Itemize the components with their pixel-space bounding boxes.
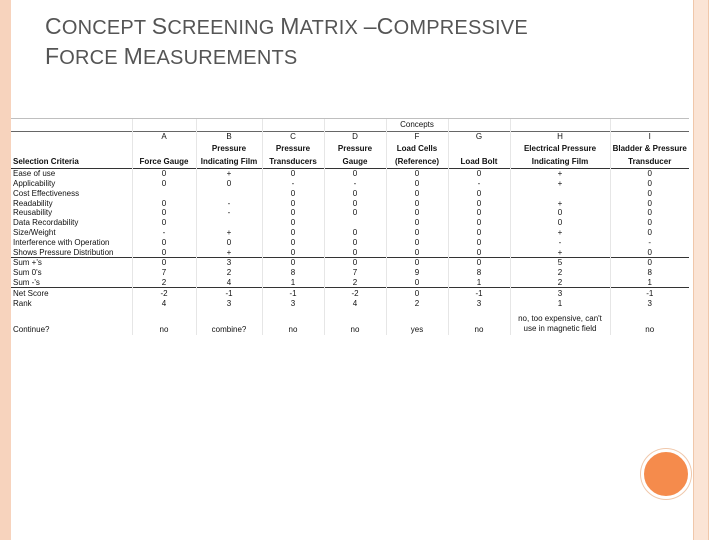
score-cell: - — [324, 179, 386, 189]
score-cell: + — [510, 247, 610, 257]
score-cell: 0 — [386, 198, 448, 208]
score-cell: - — [510, 237, 610, 247]
concept-name: Force Gauge — [132, 155, 196, 169]
concept-name: (Reference) — [386, 155, 448, 169]
decision-cell: no — [324, 308, 386, 335]
score-cell: 0 — [262, 228, 324, 238]
score-cell: 2 — [132, 278, 196, 288]
criterion-row — [11, 218, 689, 228]
score-cell: + — [196, 247, 262, 257]
matrix-body — [11, 118, 689, 335]
criterion-name: Sum +'s — [11, 257, 132, 267]
score-cell: + — [510, 228, 610, 238]
continue-row — [11, 308, 689, 335]
score-cell: 0 — [262, 208, 324, 218]
score-cell: 0 — [610, 218, 689, 228]
score-cell: 0 — [448, 168, 510, 178]
score-cell: 0 — [386, 218, 448, 228]
concept-letter: D — [324, 132, 386, 142]
concept-name: Pressure — [324, 142, 386, 155]
criterion-name: Reusability — [13, 208, 53, 218]
score-cell: 3 — [196, 257, 262, 267]
score-cell: 1 — [610, 278, 689, 288]
score-cell: 0 — [262, 168, 324, 178]
score-cell: 0 — [386, 237, 448, 247]
score-cell: 0 — [324, 237, 386, 247]
score-cell: 3 — [196, 298, 262, 308]
title-line-2 — [45, 42, 645, 72]
score-cell: 0 — [386, 188, 448, 198]
score-cell: - — [448, 179, 510, 189]
score-cell: 0 — [386, 288, 448, 298]
concept-name: Indicating Film — [510, 155, 610, 169]
left-accent-bar — [0, 0, 11, 540]
score-cell: + — [196, 168, 262, 178]
score-cell: 0 — [324, 228, 386, 238]
score-cell: 0 — [196, 237, 262, 247]
score-cell: 0 — [324, 188, 386, 198]
title-word-rest: OMPRESSIVE — [393, 17, 528, 39]
score-cell: + — [510, 179, 610, 189]
score-cell: - — [610, 237, 689, 247]
concept-name: Electrical Pressure — [510, 142, 610, 155]
score-cell: 0 — [324, 198, 386, 208]
score-cell: -2 — [324, 288, 386, 298]
criterion-row — [11, 179, 689, 189]
blank-cell — [11, 132, 132, 142]
score-cell: 0 — [610, 257, 689, 267]
concepts-label-cell — [448, 118, 510, 132]
criterion-name: Data Recordability — [13, 218, 79, 228]
concept-name: Pressure — [262, 142, 324, 155]
concept-name: Transducer — [610, 155, 689, 169]
concept-letter: A — [132, 132, 196, 142]
criteria-header: Selection Criteria — [13, 156, 79, 166]
score-cell: 7 — [132, 268, 196, 278]
score-cell: -1 — [196, 288, 262, 298]
title-word-rest: ATRIX — [299, 17, 359, 39]
criterion-row — [11, 247, 689, 257]
concept-letter: B — [196, 132, 262, 142]
concepts-label-cell: Concepts — [386, 118, 448, 132]
score-cell: 0 — [610, 198, 689, 208]
criterion-name: Rank — [13, 298, 32, 308]
title-word-rest: EASUREMENTS — [142, 47, 298, 69]
criterion-name: Applicability — [13, 178, 56, 188]
score-cell: 3 — [510, 288, 610, 298]
concepts-label-cell — [262, 118, 324, 132]
criterion-row — [11, 237, 689, 247]
concept-name: Pressure — [196, 142, 262, 155]
criterion-name: Sum 0's — [13, 268, 42, 278]
score-cell: 0 — [510, 218, 610, 228]
decision-cell: yes — [386, 308, 448, 335]
score-cell: 0 — [448, 188, 510, 198]
decision-cell: no — [132, 308, 196, 335]
screening-matrix-image — [11, 118, 689, 414]
score-cell: 4 — [132, 298, 196, 308]
score-cell: 3 — [448, 298, 510, 308]
score-cell: 0 — [132, 179, 196, 189]
matrix-top-border — [11, 118, 689, 119]
score-cell: 0 — [132, 257, 196, 267]
score-cell: 3 — [610, 298, 689, 308]
concept-name: Gauge — [324, 155, 386, 169]
criterion-row — [11, 168, 689, 178]
score-cell: -2 — [132, 288, 196, 298]
score-cell: - — [262, 179, 324, 189]
score-cell — [324, 218, 386, 228]
title-word-cap: S — [151, 13, 168, 39]
score-cell: 2 — [510, 278, 610, 288]
score-cell: 0 — [262, 257, 324, 267]
sum-row — [11, 257, 689, 267]
score-cell: 0 — [132, 237, 196, 247]
score-cell: 0 — [610, 208, 689, 218]
decision-cell: combine? — [196, 308, 262, 335]
concept-name — [448, 142, 510, 155]
criterion-name: Continue? — [13, 324, 50, 334]
score-cell: 0 — [132, 208, 196, 218]
concept-name: Bladder & Pressure — [610, 142, 689, 155]
score-cell: 0 — [448, 247, 510, 257]
blank-cell — [11, 142, 132, 155]
concept-name-row — [11, 142, 689, 155]
concept-name: Load Cells — [386, 142, 448, 155]
score-cell: -1 — [448, 288, 510, 298]
score-cell: 4 — [324, 298, 386, 308]
score-cell: 0 — [324, 257, 386, 267]
concept-letter-row — [11, 132, 689, 142]
concept-name: Transducers — [262, 155, 324, 169]
blank-cell — [11, 118, 132, 132]
score-cell: 0 — [262, 198, 324, 208]
concepts-label-cell — [324, 118, 386, 132]
concepts-label-cell — [132, 118, 196, 132]
score-cell: 7 — [324, 268, 386, 278]
score-cell: 0 — [448, 218, 510, 228]
score-cell: 3 — [262, 298, 324, 308]
decision-cell: no — [610, 308, 689, 335]
score-cell: 8 — [448, 268, 510, 278]
title-word-rest: CREENING — [167, 17, 275, 39]
score-cell: 0 — [132, 218, 196, 228]
score-cell — [196, 218, 262, 228]
criterion-name: Sum -'s — [13, 277, 40, 287]
concepts-label-cell — [196, 118, 262, 132]
concept-letter: I — [610, 132, 689, 142]
score-cell — [510, 188, 610, 198]
concept-name: Indicating Film — [196, 155, 262, 169]
title-line-1 — [45, 12, 645, 42]
score-cell: 0 — [262, 247, 324, 257]
criterion-name: Shows Pressure Distribution — [13, 247, 114, 257]
title-word-rest: ORCE — [59, 47, 118, 69]
title-word-cap: M — [280, 13, 300, 39]
criterion-name: Net Score — [11, 288, 132, 298]
title-word-cap: F — [45, 43, 60, 69]
decision-cell: no — [262, 308, 324, 335]
score-cell: -1 — [262, 288, 324, 298]
score-cell: 1 — [448, 278, 510, 288]
accent-circle — [641, 449, 691, 499]
screening-matrix-table — [11, 118, 689, 335]
score-cell: 0 — [610, 179, 689, 189]
title-word-cap: –C — [363, 13, 394, 39]
score-cell: 0 — [386, 278, 448, 288]
score-cell: 2 — [196, 268, 262, 278]
score-cell: 0 — [610, 188, 689, 198]
score-cell: 0 — [324, 168, 386, 178]
score-cell: 0 — [196, 179, 262, 189]
score-cell: 1 — [262, 278, 324, 288]
score-cell: + — [196, 228, 262, 238]
criterion-name: Cost Effectiveness — [13, 188, 80, 198]
net-score-row — [11, 288, 689, 298]
decision-cell: no — [448, 308, 510, 335]
decision-cell: no, too expensive, can't use in magnetic field — [510, 308, 610, 335]
concept-letter: H — [510, 132, 610, 142]
concept-name-row — [11, 155, 689, 169]
criterion-row — [11, 188, 689, 198]
slide-title — [45, 12, 645, 72]
score-cell: 4 — [196, 278, 262, 288]
score-cell: 9 — [386, 268, 448, 278]
score-cell: 0 — [448, 228, 510, 238]
concept-letter: G — [448, 132, 510, 142]
score-cell: 0 — [610, 247, 689, 257]
score-cell: 1 — [510, 298, 610, 308]
sum-row — [11, 278, 689, 288]
score-cell: -1 — [610, 288, 689, 298]
concepts-label-row — [11, 118, 689, 132]
score-cell: 2 — [386, 298, 448, 308]
title-word-cap: C — [45, 13, 62, 39]
score-cell: 0 — [610, 228, 689, 238]
score-cell: 0 — [448, 237, 510, 247]
score-cell: 0 — [262, 237, 324, 247]
score-cell: 2 — [324, 278, 386, 288]
score-cell: 0 — [386, 168, 448, 178]
score-cell — [132, 188, 196, 198]
right-accent-bar — [693, 0, 709, 540]
score-cell: + — [510, 198, 610, 208]
criterion-row — [11, 208, 689, 218]
criterion-name: Size/Weight — [13, 227, 56, 237]
concept-name: Load Bolt — [448, 155, 510, 169]
score-cell: 0 — [262, 218, 324, 228]
score-cell: 0 — [448, 257, 510, 267]
criterion-name: Ease of use — [11, 168, 132, 178]
rank-row — [11, 298, 689, 308]
score-cell: 5 — [510, 257, 610, 267]
score-cell: - — [196, 198, 262, 208]
concept-name — [132, 142, 196, 155]
score-cell: 0 — [386, 208, 448, 218]
criterion-row — [11, 198, 689, 208]
concept-letter: C — [262, 132, 324, 142]
score-cell: 8 — [610, 268, 689, 278]
score-cell: - — [196, 208, 262, 218]
score-cell: 0 — [262, 188, 324, 198]
score-cell: 0 — [386, 257, 448, 267]
score-cell: 8 — [262, 268, 324, 278]
score-cell: - — [132, 228, 196, 238]
title-word-cap: M — [123, 43, 143, 69]
score-cell: 0 — [610, 168, 689, 178]
score-cell: + — [510, 168, 610, 178]
score-cell: 0 — [132, 247, 196, 257]
title-word-rest: ONCEPT — [61, 17, 146, 39]
score-cell: 0 — [386, 247, 448, 257]
criterion-row — [11, 228, 689, 238]
score-cell: 0 — [132, 198, 196, 208]
score-cell: 0 — [386, 179, 448, 189]
score-cell: 0 — [448, 208, 510, 218]
criterion-name: Interference with Operation — [13, 237, 110, 247]
concepts-label-cell — [610, 118, 689, 132]
score-cell: 0 — [324, 208, 386, 218]
score-cell: 0 — [510, 208, 610, 218]
score-cell: 0 — [448, 198, 510, 208]
score-cell: 0 — [324, 247, 386, 257]
score-cell: 0 — [386, 228, 448, 238]
concept-letter: F — [386, 132, 448, 142]
score-cell: 2 — [510, 268, 610, 278]
score-cell — [196, 188, 262, 198]
criterion-name: Readability — [13, 198, 53, 208]
sum-row — [11, 268, 689, 278]
concepts-label-cell — [510, 118, 610, 132]
score-cell: 0 — [132, 168, 196, 178]
